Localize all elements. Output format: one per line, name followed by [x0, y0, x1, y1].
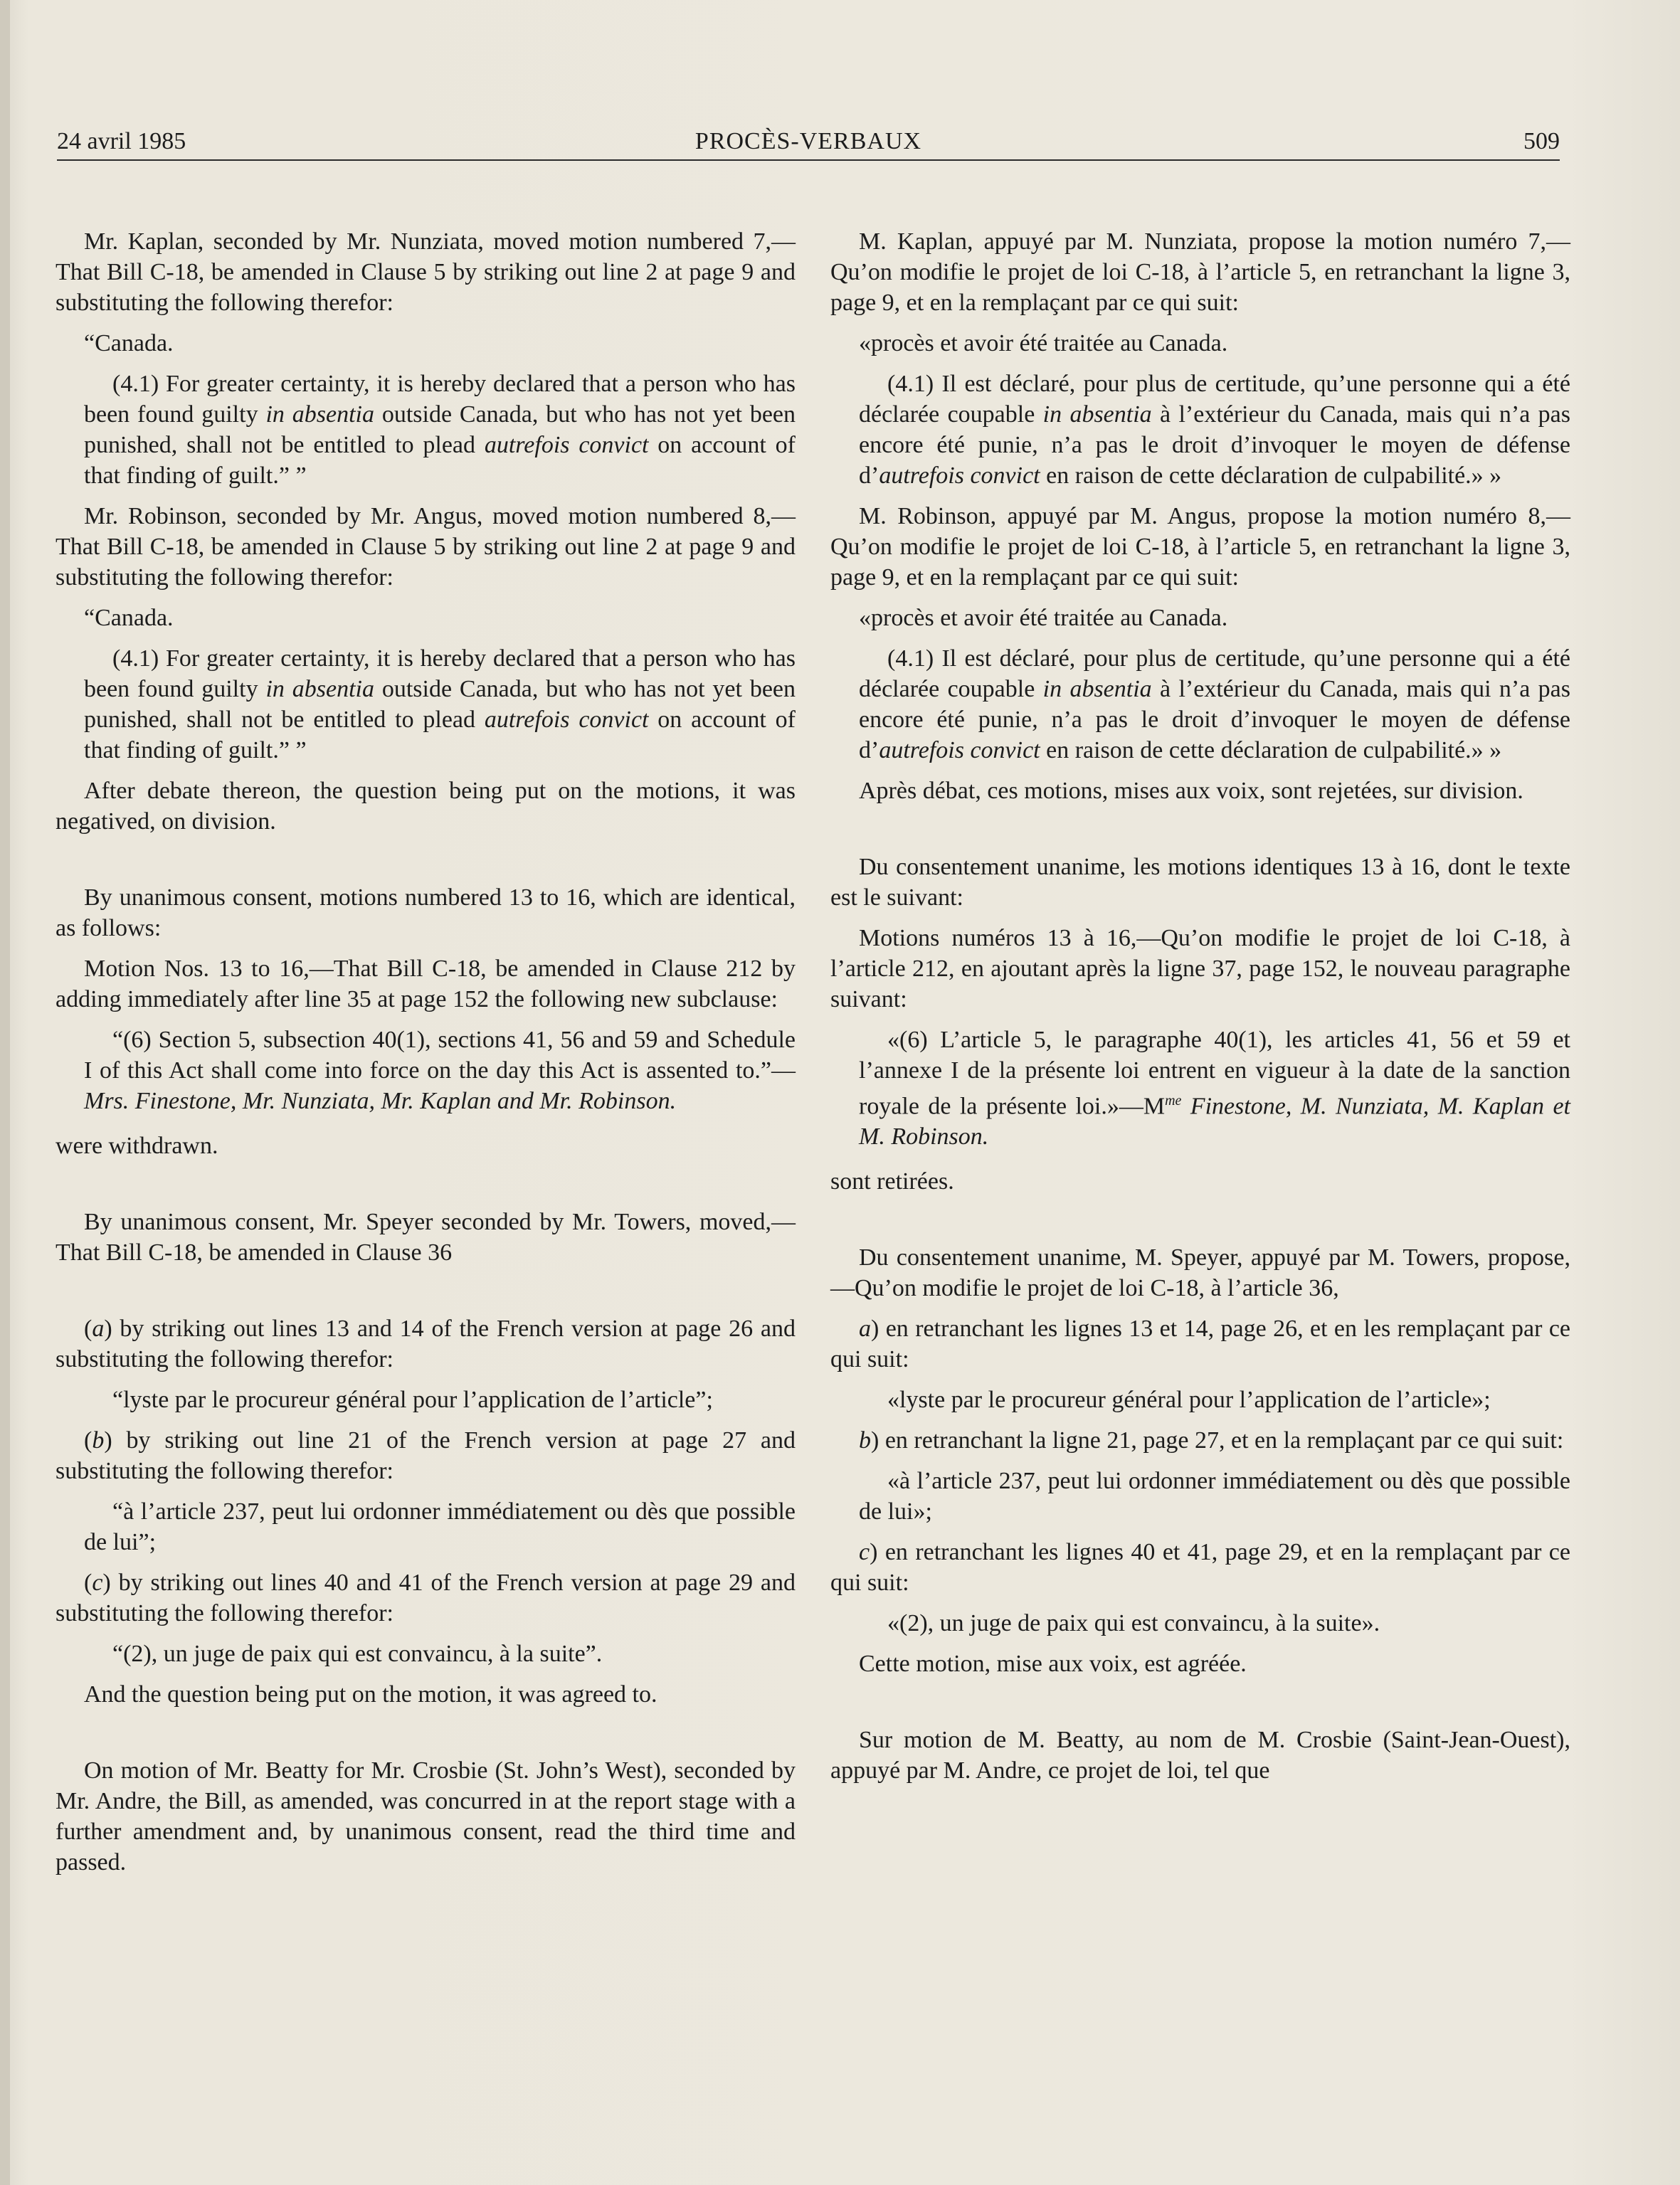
paragraph: «procès et avoir été traitée au Canada. — [859, 330, 1228, 356]
header-rule — [57, 159, 1560, 161]
paragraph: And the question being put on the motion, it was agreed to. — [84, 1681, 657, 1708]
paragraph: On motion of Mr. Beatty for Mr. Crosbie (St. John’s West), seconded by Mr. Andre, the Bill, as amended, was concurred in at the report stage with a further amendment and, by unanimous consent, read the third time and passed. — [56, 1757, 796, 1875]
paragraph: “Canada. — [84, 605, 174, 631]
paragraph: Mr. Robinson, seconded by Mr. Angus, moved motion numbered 8,—That Bill C-18, be amended in Clause 5 by striking out line 2 at page 9 and substituting the following therefor: — [56, 503, 796, 591]
paragraph: “Canada. — [84, 330, 174, 356]
paragraph: sont retirées. — [830, 1168, 954, 1195]
quoted-subclause: (4.1) For greater certainty, it is hereby declared that a person who has been found guilty in absentia outside Canada, but who has not yet been punished, shall not be entitled to plead autrefois convict on account of that finding of guilt.” ” — [84, 645, 796, 763]
paragraph: Sur motion de M. Beatty, au nom de M. Crosbie (Saint-Jean-Ouest), appuyé par M. Andre, ce projet de loi, tel que — [830, 1727, 1570, 1784]
paragraph: were withdrawn. — [56, 1133, 218, 1159]
quoted-text: «(2), un juge de paix qui est convaincu, à la suite». — [887, 1610, 1380, 1637]
page-number: 509 — [1523, 128, 1560, 154]
paragraph: Motions numéros 13 à 16,—Qu’on modifie le projet de loi C-18, à l’article 212, en ajoutant après la ligne 37, page 152, le nouveau paragraphe suivant: — [830, 925, 1570, 1012]
english-column — [56, 226, 796, 1878]
paragraph: Motion Nos. 13 to 16,—That Bill C-18, be amended in Clause 212 by adding immediately after line 35 at page 152 the following new subclause: — [56, 956, 796, 1012]
page-header — [57, 125, 1560, 158]
paragraph: After debate thereon, the question being put on the motions, it was negatived, on division. — [56, 778, 796, 835]
paragraph: «procès et avoir été traitée au Canada. — [859, 605, 1228, 631]
quoted-text: «lyste par le procureur général pour l’application de l’article»; — [887, 1387, 1491, 1414]
quoted-subclause: «(6) L’article 5, le paragraphe 40(1), les articles 41, 56 et 59 et l’annexe I de la présente loi entrent en vigueur à la date de la sanction royale de la présente $loi.»—M^{me}$ Finestone, M. Nunziata, M. Kaplan et M. Robinson. — [859, 1027, 1570, 1150]
paragraph: By unanimous consent, motions numbered 13 to 16, which are identical, as follows: — [56, 884, 796, 941]
paragraph: Du consentement unanime, les motions identiques 13 à 16, dont le texte est le suivant: — [830, 854, 1570, 911]
header-date: 24 avril 1985 — [57, 128, 186, 154]
paragraph: b) en retranchant la ligne 21, page 27, et en la remplaçant par ce qui suit: — [859, 1427, 1564, 1454]
quoted-subclause: (4.1) For greater certainty, it is hereby declared that a person who has been found guilty in absentia outside Canada, but who has not yet been punished, shall not be entitled to plead autrefois convict on account of that finding of guilt.” ” — [84, 371, 796, 489]
paragraph: a) en retranchant les lignes 13 et 14, page 26, et en les remplaçant par ce qui suit: — [830, 1316, 1570, 1373]
paragraph: (c) by striking out lines 40 and 41 of the French version at page 29 and substituting the following therefor: — [56, 1570, 796, 1626]
quoted-text: “(2), un juge de paix qui est convaincu, à la suite”. — [112, 1641, 603, 1667]
paragraph: M. Robinson, appuyé par M. Angus, propose la motion numéro 8,—Qu’on modifie le projet de loi C-18, à l’article 5, en retranchant la ligne 3, page 9, et en la remplaçant par ce qui suit: — [830, 503, 1570, 591]
paragraph: c) en retranchant les lignes 40 et 41, page 29, et en la remplaçant par ce qui suit: — [830, 1539, 1570, 1597]
paragraph: (a) by striking out lines 13 and 14 of the French version at page 26 and substituting the following therefor: — [56, 1316, 796, 1372]
header-title: PROCÈS-VERBAUX — [694, 128, 922, 154]
binding-edge — [0, 0, 10, 2185]
paragraph: Après débat, ces motions, mises aux voix, sont rejetées, sur division. — [859, 778, 1523, 804]
quoted-text: «à l’article 237, peut lui ordonner immédiatement ou dès que possible de lui»; — [859, 1468, 1570, 1525]
quoted-text: “à l’article 237, peut lui ordonner immédiatement ou dès que possible de lui”; — [84, 1498, 796, 1555]
quoted-text: “lyste par le procureur général pour l’application de l’article”; — [112, 1387, 713, 1413]
quoted-subclause: (4.1) Il est déclaré, pour plus de certitude, qu’une personne qui a été déclarée coupable in absentia à l’extérieur du Canada, mais qui n’a pas encore été punie, n’a pas le droit d’invoquer le moyen de défense d’autrefois convict en raison de cette déclaration de culpabilité.» » — [859, 645, 1570, 763]
paragraph: (b) by striking out line 21 of the French version at page 27 and substituting the following therefor: — [56, 1427, 796, 1484]
quoted-subclause: “(6) Section 5, subsection 40(1), sections 41, 56 and 59 and Schedule I of this Act shall come into force on the day this Act is assented to.”—Mrs. Finestone, Mr. Nunziata, Mr. Kaplan and Mr. Robinson. — [84, 1027, 796, 1114]
quoted-subclause: (4.1) Il est déclaré, pour plus de certitude, qu’une personne qui a été déclarée coupable in absentia à l’extérieur du Canada, mais qui n’a pas encore été punie, n’a pas le droit d’invoquer le moyen de défense d’autrefois convict en raison de cette déclaration de culpabilité.» » — [859, 371, 1570, 489]
paragraph: M. Kaplan, appuyé par M. Nunziata, propose la motion numéro 7,—Qu’on modifie le projet de loi C-18, à l’article 5, en retranchant la ligne 3, page 9, et en la remplaçant par ce qui suit: — [830, 228, 1570, 316]
paragraph: By unanimous consent, Mr. Speyer seconded by Mr. Towers, moved,—That Bill C-18, be amended in Clause 36 — [56, 1209, 796, 1266]
paragraph: Du consentement unanime, M. Speyer, appuyé par M. Towers, propose,—Qu’on modifie le projet de loi C-18, à l’article 36, — [830, 1244, 1570, 1302]
french-column — [830, 226, 1570, 1786]
paragraph: Mr. Kaplan, seconded by Mr. Nunziata, moved motion numbered 7,—That Bill C-18, be amended in Clause 5 by striking out line 2 at page 9 and substituting the following therefor: — [56, 228, 796, 316]
paragraph: Cette motion, mise aux voix, est agréée. — [859, 1651, 1247, 1678]
